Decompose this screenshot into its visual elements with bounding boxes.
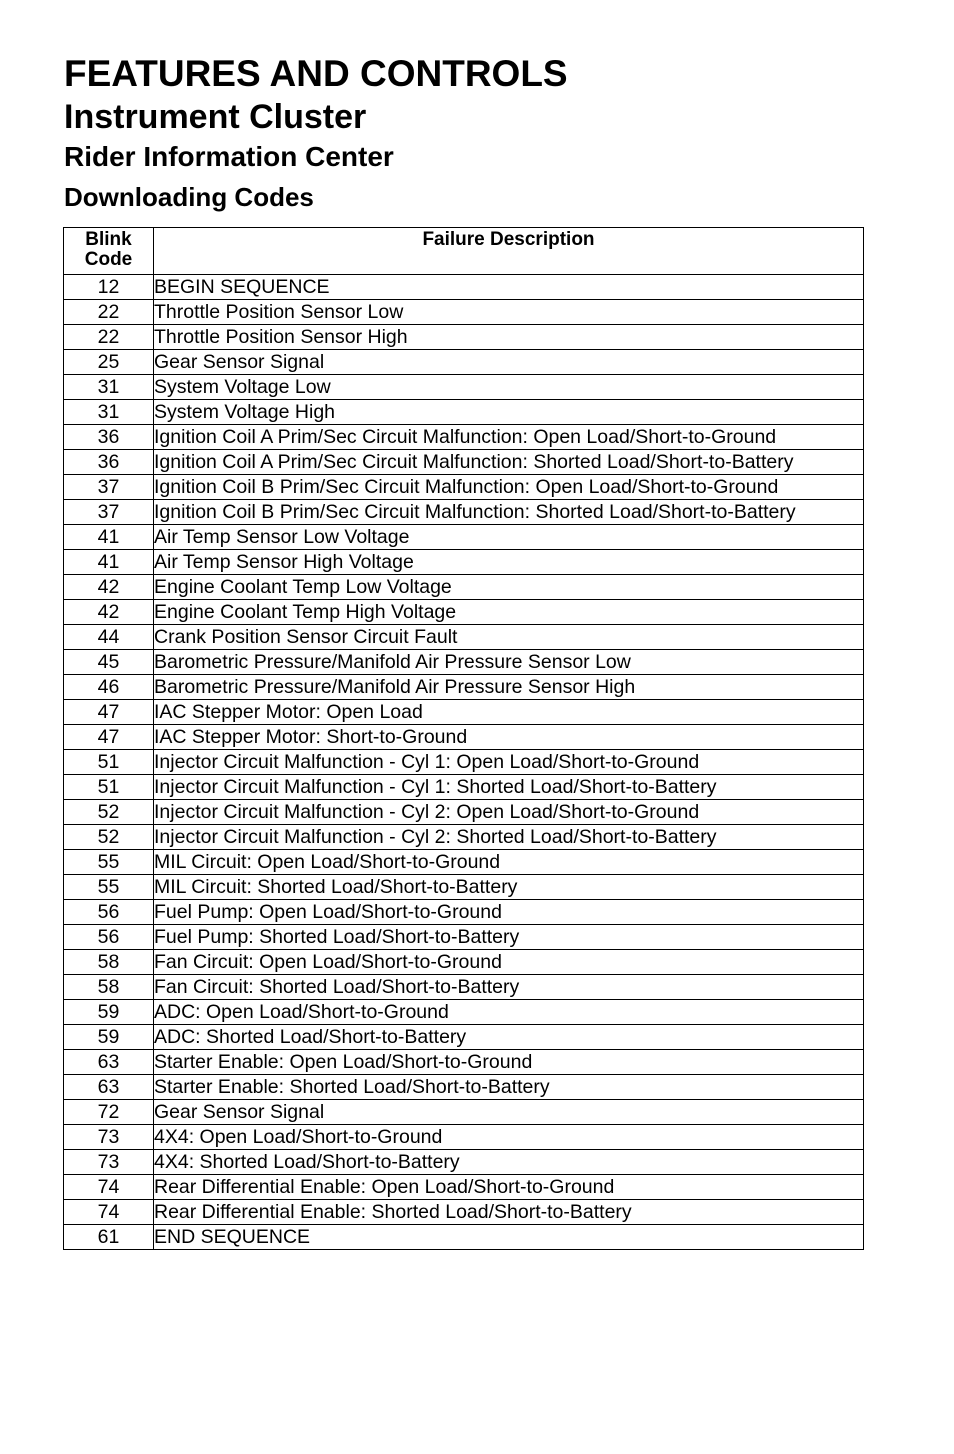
table-row	[64, 525, 864, 550]
blink-code-cell: 56	[64, 925, 154, 950]
table-row	[64, 675, 864, 700]
blink-code-cell: 72	[64, 1100, 154, 1125]
table-row	[64, 275, 864, 300]
failure-description-cell: Fan Circuit: Open Load/Short-to-Ground	[154, 950, 864, 975]
blink-code-cell: 37	[64, 500, 154, 525]
blink-code-cell: 36	[64, 450, 154, 475]
table-row	[64, 700, 864, 725]
table-row	[64, 775, 864, 800]
table-body	[64, 275, 864, 1250]
failure-description-cell: Throttle Position Sensor Low	[154, 300, 864, 325]
failure-description-cell: Rear Differential Enable: Shorted Load/Short-to-Battery	[154, 1200, 864, 1225]
failure-description-cell: ADC: Shorted Load/Short-to-Battery	[154, 1025, 864, 1050]
table-row	[64, 600, 864, 625]
failure-description-cell: Ignition Coil A Prim/Sec Circuit Malfunction: Shorted Load/Short-to-Battery	[154, 450, 864, 475]
blink-code-header	[64, 228, 154, 275]
blink-code-header-line2: Code	[84, 249, 133, 270]
blink-code-cell: 73	[64, 1125, 154, 1150]
blink-code-cell: 25	[64, 350, 154, 375]
table-row	[64, 350, 864, 375]
table-row	[64, 900, 864, 925]
blink-code-cell: 45	[64, 650, 154, 675]
table-row	[64, 425, 864, 450]
failure-description-cell: Fuel Pump: Shorted Load/Short-to-Battery	[154, 925, 864, 950]
blink-code-cell: 41	[64, 525, 154, 550]
blink-code-table	[63, 227, 864, 1250]
table-header-row	[64, 228, 864, 275]
blink-code-cell: 55	[64, 875, 154, 900]
blink-code-cell: 52	[64, 825, 154, 850]
failure-description-cell: Fan Circuit: Shorted Load/Short-to-Battery	[154, 975, 864, 1000]
table-row	[64, 1000, 864, 1025]
blink-code-cell: 37	[64, 475, 154, 500]
blink-code-cell: 41	[64, 550, 154, 575]
failure-description-cell: END SEQUENCE	[154, 1225, 864, 1250]
blink-code-cell: 59	[64, 1025, 154, 1050]
blink-code-cell: 61	[64, 1225, 154, 1250]
failure-description-cell: Gear Sensor Signal	[154, 350, 864, 375]
table-row	[64, 725, 864, 750]
failure-description-cell: Fuel Pump: Open Load/Short-to-Ground	[154, 900, 864, 925]
table-row	[64, 650, 864, 675]
blink-code-cell: 44	[64, 625, 154, 650]
failure-description-cell: Starter Enable: Open Load/Short-to-Ground	[154, 1050, 864, 1075]
table-row	[64, 825, 864, 850]
blink-code-cell: 73	[64, 1150, 154, 1175]
blink-code-cell: 31	[64, 375, 154, 400]
subchapter-title: Rider Information Center	[64, 141, 394, 172]
failure-description-cell: Starter Enable: Shorted Load/Short-to-Battery	[154, 1075, 864, 1100]
blink-code-cell: 42	[64, 575, 154, 600]
failure-description-cell: Injector Circuit Malfunction - Cyl 1: Open Load/Short-to-Ground	[154, 750, 864, 775]
failure-description-cell: Air Temp Sensor High Voltage	[154, 550, 864, 575]
blink-code-header-line1: Blink	[85, 229, 132, 250]
table-row	[64, 500, 864, 525]
table-row	[64, 800, 864, 825]
blink-code-cell: 59	[64, 1000, 154, 1025]
failure-description-cell: Ignition Coil A Prim/Sec Circuit Malfunction: Open Load/Short-to-Ground	[154, 425, 864, 450]
table-row	[64, 325, 864, 350]
blink-code-cell: 55	[64, 850, 154, 875]
blink-code-cell: 36	[64, 425, 154, 450]
failure-description-cell: Engine Coolant Temp Low Voltage	[154, 575, 864, 600]
table-row	[64, 950, 864, 975]
blink-code-cell: 51	[64, 750, 154, 775]
topic-title: Downloading Codes	[64, 182, 314, 212]
table-row	[64, 1075, 864, 1100]
failure-description-cell: Gear Sensor Signal	[154, 1100, 864, 1125]
table-row	[64, 450, 864, 475]
table-row	[64, 875, 864, 900]
table-row	[64, 300, 864, 325]
failure-description-cell: System Voltage High	[154, 400, 864, 425]
failure-description-cell: Barometric Pressure/Manifold Air Pressure Sensor Low	[154, 650, 864, 675]
table-row	[64, 1100, 864, 1125]
table-row	[64, 400, 864, 425]
blink-code-cell: 22	[64, 325, 154, 350]
failure-description-cell: Ignition Coil B Prim/Sec Circuit Malfunction: Shorted Load/Short-to-Battery	[154, 500, 864, 525]
failure-description-cell: Throttle Position Sensor High	[154, 325, 864, 350]
blink-code-cell: 46	[64, 675, 154, 700]
failure-description-cell: ADC: Open Load/Short-to-Ground	[154, 1000, 864, 1025]
table-row	[64, 925, 864, 950]
table-row	[64, 1050, 864, 1075]
failure-description-cell: Ignition Coil B Prim/Sec Circuit Malfunction: Open Load/Short-to-Ground	[154, 475, 864, 500]
blink-code-cell: 58	[64, 975, 154, 1000]
table-row	[64, 550, 864, 575]
failure-description-cell: 4X4: Shorted Load/Short-to-Battery	[154, 1150, 864, 1175]
blink-code-cell: 74	[64, 1175, 154, 1200]
failure-description-cell: Injector Circuit Malfunction - Cyl 2: Shorted Load/Short-to-Battery	[154, 825, 864, 850]
table-row	[64, 375, 864, 400]
blink-code-cell: 52	[64, 800, 154, 825]
table-row	[64, 1150, 864, 1175]
failure-description-cell: Crank Position Sensor Circuit Fault	[154, 625, 864, 650]
blink-code-cell: 56	[64, 900, 154, 925]
table-row	[64, 1025, 864, 1050]
failure-description-cell: Engine Coolant Temp High Voltage	[154, 600, 864, 625]
blink-code-cell: 12	[64, 275, 154, 300]
blink-code-cell: 58	[64, 950, 154, 975]
table-row	[64, 750, 864, 775]
failure-description-cell: System Voltage Low	[154, 375, 864, 400]
failure-description-cell: MIL Circuit: Shorted Load/Short-to-Battery	[154, 875, 864, 900]
table-row	[64, 850, 864, 875]
blink-code-cell: 63	[64, 1075, 154, 1100]
table-row	[64, 1200, 864, 1225]
failure-description-cell: BEGIN SEQUENCE	[154, 275, 864, 300]
failure-description-cell: Rear Differential Enable: Open Load/Short-to-Ground	[154, 1175, 864, 1200]
table-row	[64, 1125, 864, 1150]
blink-code-cell: 47	[64, 700, 154, 725]
blink-code-cell: 51	[64, 775, 154, 800]
failure-description-header: Failure Description	[154, 228, 864, 275]
section-title: FEATURES AND CONTROLS	[64, 53, 568, 94]
blink-code-cell: 42	[64, 600, 154, 625]
failure-description-cell: Barometric Pressure/Manifold Air Pressure Sensor High	[154, 675, 864, 700]
blink-code-cell: 31	[64, 400, 154, 425]
table-row	[64, 475, 864, 500]
blink-code-cell: 22	[64, 300, 154, 325]
failure-description-cell: 4X4: Open Load/Short-to-Ground	[154, 1125, 864, 1150]
failure-description-cell: Air Temp Sensor Low Voltage	[154, 525, 864, 550]
chapter-title: Instrument Cluster	[64, 98, 367, 136]
blink-code-cell: 63	[64, 1050, 154, 1075]
table-row	[64, 575, 864, 600]
table-row	[64, 975, 864, 1000]
failure-description-cell: Injector Circuit Malfunction - Cyl 1: Shorted Load/Short-to-Battery	[154, 775, 864, 800]
table-row	[64, 1175, 864, 1200]
blink-code-cell: 74	[64, 1200, 154, 1225]
table-row	[64, 1225, 864, 1250]
failure-description-cell: Injector Circuit Malfunction - Cyl 2: Open Load/Short-to-Ground	[154, 800, 864, 825]
failure-description-cell: IAC Stepper Motor: Short-to-Ground	[154, 725, 864, 750]
failure-description-cell: MIL Circuit: Open Load/Short-to-Ground	[154, 850, 864, 875]
blink-code-cell: 47	[64, 725, 154, 750]
failure-description-cell: IAC Stepper Motor: Open Load	[154, 700, 864, 725]
table-row	[64, 625, 864, 650]
